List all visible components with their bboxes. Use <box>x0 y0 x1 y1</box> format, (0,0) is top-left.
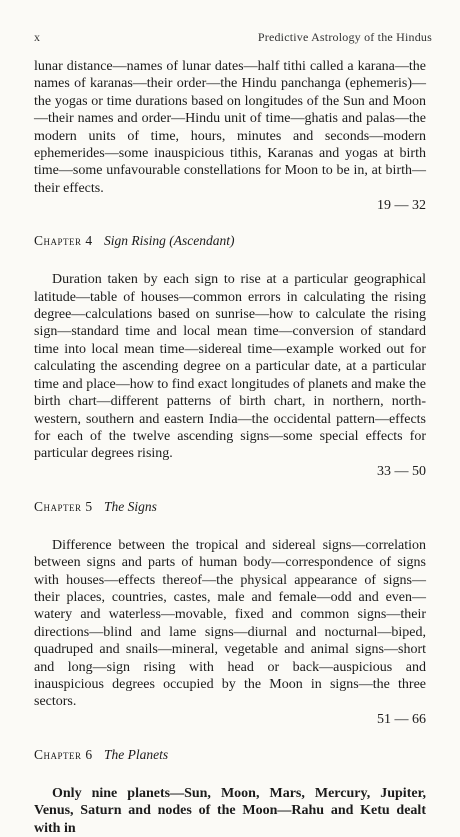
chapter-title: The Planets <box>104 746 169 762</box>
page-number: x <box>34 30 40 44</box>
section-continued-text: lunar distance—names of lunar dates—half tithi called a karana—the names of karanas—their order—the Hindu panchanga (ephemeris)—the yogas or time durations based on longitudes of the Sun and Moon—their names and order—Hindu unit of time—ghatis and palas—the modern units of time, hours, minutes and seconds—modern ephemerides—some inauspicious tithis, Karanas and yogas at birth time—some unfavourable constellations for Moon to be in, at birth—their effects. <box>34 59 426 196</box>
chapter-label: Chapter 5 <box>34 498 93 514</box>
chapter-4-page-range: 33 — 50 <box>377 463 426 479</box>
chapter-5-heading <box>34 499 426 515</box>
chapter-title: The Signs <box>104 498 157 514</box>
chapter-5-page-range: 51 — 66 <box>377 711 426 727</box>
chapter-4-summary: Duration taken by each sign to rise at a particular geographical latitude—table of houses—common errors in calculating the rising degree—calculations based on sunrise—how to calculate the rising sign—standard time and local mean time—conversion of standard time into local mean time—sidereal time—example worked out for calculating the ascending degree on a particular date, at a particular time and place—how to find exact longitudes of planets and make the birth chart—different patterns of birth chart, in northern, north-western, southern and eastern India—the occidental pattern—effects for each of the twelve ascending signs—some special effects for particular degrees rising. <box>34 272 426 462</box>
chapter-label: Chapter 4 <box>34 233 93 249</box>
section-page-range: 19 — 32 <box>377 198 426 214</box>
chapter-6-heading <box>34 747 426 763</box>
chapter-5-summary: Difference between the tropical and sidereal signs—correlation between signs and parts of human body—correspondence of signs with houses—effects thereof—the physical appearance of signs—their places, countries, castes, male and female—odd and even—watery and waterless—movable, fixed and common signs—their directions—blind and lame signs—diurnal and nocturnal—biped, quadruped and snails—mineral, vegetable and animal signs—short and long—sign rising with head or back—auspicious and inauspicious degrees occupied by the Moon in signs—the three sectors. <box>34 537 426 710</box>
chapter-title: Sign Rising (Ascendant) <box>104 233 235 249</box>
contents-body <box>34 58 426 837</box>
chapter-4-heading <box>34 233 426 249</box>
running-title: Predictive Astrology of the Hindus <box>257 30 432 44</box>
chapter-label: Chapter 6 <box>34 746 93 762</box>
chapter-6-summary: Only nine planets—Sun, Moon, Mars, Mercury, Jupiter, Venus, Saturn and nodes of the Moon—Rahu and Ketu dealt with in <box>34 785 426 836</box>
